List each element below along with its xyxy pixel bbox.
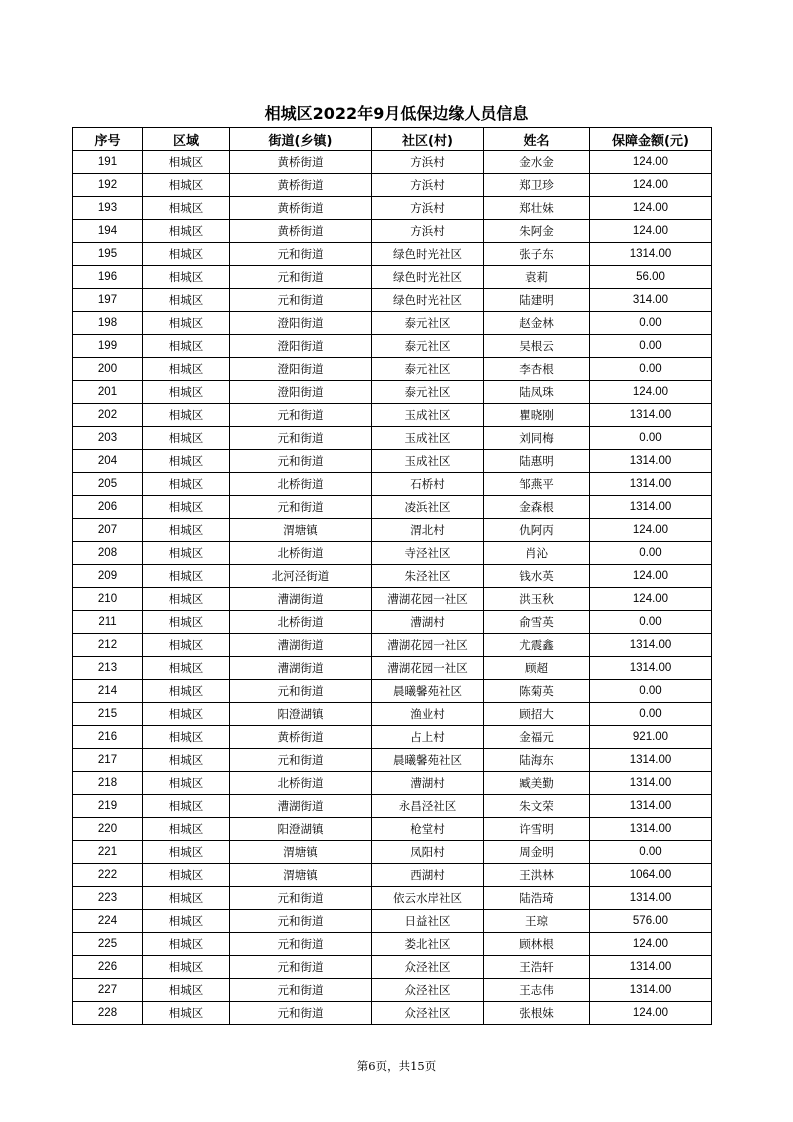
cell-amount: 0.00 xyxy=(590,841,712,864)
cell-street: 黄桥街道 xyxy=(230,220,372,243)
cell-amount: 1314.00 xyxy=(590,887,712,910)
cell-community: 占上村 xyxy=(372,726,484,749)
cell-name: 陈菊英 xyxy=(484,680,590,703)
cell-community: 泰元社区 xyxy=(372,312,484,335)
cell-street: 漕湖街道 xyxy=(230,634,372,657)
cell-name: 顾超 xyxy=(484,657,590,680)
column-header-index: 序号 xyxy=(73,128,143,151)
cell-index: 201 xyxy=(73,381,143,404)
cell-community: 绿色时光社区 xyxy=(372,266,484,289)
table-row xyxy=(73,795,712,818)
table-row xyxy=(73,611,712,634)
cell-community: 朱泾社区 xyxy=(372,565,484,588)
table-row xyxy=(73,197,712,220)
cell-district: 相城区 xyxy=(143,565,230,588)
cell-community: 玉成社区 xyxy=(372,450,484,473)
cell-street: 北河泾街道 xyxy=(230,565,372,588)
cell-street: 北桥街道 xyxy=(230,473,372,496)
cell-name: 刘同梅 xyxy=(484,427,590,450)
cell-community: 漕湖村 xyxy=(372,611,484,634)
cell-amount: 124.00 xyxy=(590,1002,712,1025)
cell-name: 金森根 xyxy=(484,496,590,519)
cell-name: 俞雪英 xyxy=(484,611,590,634)
cell-district: 相城区 xyxy=(143,588,230,611)
cell-index: 202 xyxy=(73,404,143,427)
cell-name: 朱文荣 xyxy=(484,795,590,818)
cell-community: 漕湖花园一社区 xyxy=(372,634,484,657)
cell-district: 相城区 xyxy=(143,151,230,174)
cell-amount: 0.00 xyxy=(590,542,712,565)
cell-name: 陆建明 xyxy=(484,289,590,312)
cell-index: 213 xyxy=(73,657,143,680)
cell-district: 相城区 xyxy=(143,749,230,772)
cell-district: 相城区 xyxy=(143,358,230,381)
cell-amount: 0.00 xyxy=(590,703,712,726)
cell-amount: 0.00 xyxy=(590,611,712,634)
cell-street: 渭塘镇 xyxy=(230,864,372,887)
table-row xyxy=(73,818,712,841)
table-row xyxy=(73,703,712,726)
cell-index: 197 xyxy=(73,289,143,312)
cell-community: 漕湖村 xyxy=(372,772,484,795)
cell-index: 209 xyxy=(73,565,143,588)
column-header-name: 姓名 xyxy=(484,128,590,151)
cell-district: 相城区 xyxy=(143,910,230,933)
cell-name: 肖沁 xyxy=(484,542,590,565)
cell-index: 199 xyxy=(73,335,143,358)
cell-community: 方浜村 xyxy=(372,151,484,174)
cell-street: 澄阳街道 xyxy=(230,335,372,358)
table-row xyxy=(73,266,712,289)
cell-street: 元和街道 xyxy=(230,887,372,910)
cell-name: 王洪林 xyxy=(484,864,590,887)
table-row xyxy=(73,496,712,519)
cell-district: 相城区 xyxy=(143,772,230,795)
cell-community: 泰元社区 xyxy=(372,358,484,381)
table-row xyxy=(73,772,712,795)
cell-name: 陆凤珠 xyxy=(484,381,590,404)
cell-amount: 0.00 xyxy=(590,427,712,450)
cell-name: 王浩轩 xyxy=(484,956,590,979)
cell-district: 相城区 xyxy=(143,726,230,749)
table-row xyxy=(73,979,712,1002)
cell-name: 赵金林 xyxy=(484,312,590,335)
cell-district: 相城区 xyxy=(143,427,230,450)
cell-amount: 1314.00 xyxy=(590,243,712,266)
cell-index: 200 xyxy=(73,358,143,381)
cell-amount: 124.00 xyxy=(590,565,712,588)
cell-community: 漕湖花园一社区 xyxy=(372,588,484,611)
cell-amount: 124.00 xyxy=(590,519,712,542)
page-title: 相城区2022年9月低保边缘人员信息 xyxy=(264,104,529,123)
cell-district: 相城区 xyxy=(143,473,230,496)
cell-index: 211 xyxy=(73,611,143,634)
cell-index: 219 xyxy=(73,795,143,818)
page-footer: 第6页，共15页 xyxy=(356,1059,437,1073)
cell-community: 漕湖花园一社区 xyxy=(372,657,484,680)
cell-community: 方浜村 xyxy=(372,174,484,197)
table-row xyxy=(73,427,712,450)
cell-amount: 921.00 xyxy=(590,726,712,749)
cell-amount: 314.00 xyxy=(590,289,712,312)
cell-street: 澄阳街道 xyxy=(230,358,372,381)
cell-name: 陆海东 xyxy=(484,749,590,772)
cell-index: 206 xyxy=(73,496,143,519)
cell-name: 邹燕平 xyxy=(484,473,590,496)
cell-amount: 576.00 xyxy=(590,910,712,933)
cell-street: 阳澄湖镇 xyxy=(230,818,372,841)
cell-street: 澄阳街道 xyxy=(230,312,372,335)
cell-name: 顾林根 xyxy=(484,933,590,956)
table-row xyxy=(73,864,712,887)
cell-name: 吴根云 xyxy=(484,335,590,358)
cell-name: 金福元 xyxy=(484,726,590,749)
cell-community: 渔业村 xyxy=(372,703,484,726)
cell-district: 相城区 xyxy=(143,634,230,657)
table-row xyxy=(73,335,712,358)
cell-street: 元和街道 xyxy=(230,243,372,266)
cell-index: 216 xyxy=(73,726,143,749)
cell-street: 元和街道 xyxy=(230,289,372,312)
cell-street: 元和街道 xyxy=(230,404,372,427)
table-row xyxy=(73,910,712,933)
cell-index: 215 xyxy=(73,703,143,726)
roster-table xyxy=(72,127,712,1025)
cell-district: 相城区 xyxy=(143,404,230,427)
cell-amount: 1314.00 xyxy=(590,749,712,772)
cell-index: 196 xyxy=(73,266,143,289)
column-header-district: 区域 xyxy=(143,128,230,151)
table-row xyxy=(73,657,712,680)
cell-street: 漕湖街道 xyxy=(230,588,372,611)
cell-index: 203 xyxy=(73,427,143,450)
cell-amount: 1314.00 xyxy=(590,956,712,979)
cell-district: 相城区 xyxy=(143,496,230,519)
cell-district: 相城区 xyxy=(143,289,230,312)
cell-district: 相城区 xyxy=(143,450,230,473)
cell-community: 绿色时光社区 xyxy=(372,243,484,266)
cell-amount: 0.00 xyxy=(590,335,712,358)
cell-community: 凤阳村 xyxy=(372,841,484,864)
cell-district: 相城区 xyxy=(143,841,230,864)
cell-amount: 1064.00 xyxy=(590,864,712,887)
cell-community: 娄北社区 xyxy=(372,933,484,956)
table-row xyxy=(73,565,712,588)
cell-amount: 124.00 xyxy=(590,588,712,611)
table-row xyxy=(73,404,712,427)
cell-index: 218 xyxy=(73,772,143,795)
cell-name: 张根妹 xyxy=(484,1002,590,1025)
cell-name: 陆浩琦 xyxy=(484,887,590,910)
cell-street: 元和街道 xyxy=(230,450,372,473)
cell-name: 许雪明 xyxy=(484,818,590,841)
cell-amount: 1314.00 xyxy=(590,818,712,841)
cell-community: 玉成社区 xyxy=(372,427,484,450)
table-row xyxy=(73,220,712,243)
table-row xyxy=(73,542,712,565)
cell-amount: 1314.00 xyxy=(590,634,712,657)
cell-name: 顾招大 xyxy=(484,703,590,726)
cell-index: 198 xyxy=(73,312,143,335)
cell-name: 王琼 xyxy=(484,910,590,933)
table-row xyxy=(73,450,712,473)
cell-index: 191 xyxy=(73,151,143,174)
cell-index: 214 xyxy=(73,680,143,703)
cell-name: 郑卫珍 xyxy=(484,174,590,197)
cell-community: 玉成社区 xyxy=(372,404,484,427)
cell-name: 袁莉 xyxy=(484,266,590,289)
cell-index: 220 xyxy=(73,818,143,841)
cell-amount: 56.00 xyxy=(590,266,712,289)
cell-district: 相城区 xyxy=(143,680,230,703)
cell-street: 阳澄湖镇 xyxy=(230,703,372,726)
cell-community: 石桥村 xyxy=(372,473,484,496)
cell-district: 相城区 xyxy=(143,335,230,358)
cell-amount: 1314.00 xyxy=(590,496,712,519)
column-header-community: 社区(村) xyxy=(372,128,484,151)
cell-name: 臧美勤 xyxy=(484,772,590,795)
table-row xyxy=(73,1002,712,1025)
table-row xyxy=(73,174,712,197)
table-row xyxy=(73,634,712,657)
cell-district: 相城区 xyxy=(143,243,230,266)
cell-community: 寺泾社区 xyxy=(372,542,484,565)
table-row xyxy=(73,289,712,312)
column-header-street: 街道(乡镇) xyxy=(230,128,372,151)
cell-amount: 0.00 xyxy=(590,680,712,703)
cell-district: 相城区 xyxy=(143,657,230,680)
cell-index: 207 xyxy=(73,519,143,542)
cell-community: 渭北村 xyxy=(372,519,484,542)
cell-street: 元和街道 xyxy=(230,910,372,933)
cell-street: 北桥街道 xyxy=(230,772,372,795)
table-row xyxy=(73,312,712,335)
table-row xyxy=(73,749,712,772)
cell-amount: 1314.00 xyxy=(590,473,712,496)
cell-street: 黄桥街道 xyxy=(230,174,372,197)
table-row xyxy=(73,358,712,381)
cell-index: 222 xyxy=(73,864,143,887)
table-row xyxy=(73,841,712,864)
cell-street: 元和街道 xyxy=(230,496,372,519)
cell-district: 相城区 xyxy=(143,1002,230,1025)
cell-community: 西湖村 xyxy=(372,864,484,887)
cell-amount: 124.00 xyxy=(590,220,712,243)
cell-street: 北桥街道 xyxy=(230,542,372,565)
roster-body xyxy=(73,151,712,1025)
cell-community: 方浜村 xyxy=(372,197,484,220)
cell-street: 渭塘镇 xyxy=(230,519,372,542)
cell-amount: 1314.00 xyxy=(590,795,712,818)
cell-street: 黄桥街道 xyxy=(230,726,372,749)
cell-community: 日益社区 xyxy=(372,910,484,933)
cell-street: 元和街道 xyxy=(230,266,372,289)
cell-community: 众泾社区 xyxy=(372,956,484,979)
cell-index: 224 xyxy=(73,910,143,933)
cell-street: 渭塘镇 xyxy=(230,841,372,864)
table-row xyxy=(73,243,712,266)
cell-district: 相城区 xyxy=(143,381,230,404)
cell-index: 194 xyxy=(73,220,143,243)
cell-district: 相城区 xyxy=(143,979,230,1002)
cell-district: 相城区 xyxy=(143,703,230,726)
cell-index: 226 xyxy=(73,956,143,979)
cell-district: 相城区 xyxy=(143,220,230,243)
cell-district: 相城区 xyxy=(143,611,230,634)
cell-amount: 124.00 xyxy=(590,197,712,220)
cell-district: 相城区 xyxy=(143,956,230,979)
table-row xyxy=(73,680,712,703)
cell-community: 众泾社区 xyxy=(372,1002,484,1025)
cell-index: 193 xyxy=(73,197,143,220)
cell-amount: 0.00 xyxy=(590,358,712,381)
cell-index: 210 xyxy=(73,588,143,611)
cell-name: 李杏根 xyxy=(484,358,590,381)
cell-name: 尤震鑫 xyxy=(484,634,590,657)
table-row xyxy=(73,381,712,404)
cell-index: 205 xyxy=(73,473,143,496)
column-header-amount: 保障金额(元) xyxy=(590,128,712,151)
header-row xyxy=(73,128,712,151)
cell-street: 元和街道 xyxy=(230,1002,372,1025)
cell-amount: 1314.00 xyxy=(590,979,712,1002)
cell-street: 漕湖街道 xyxy=(230,795,372,818)
cell-index: 195 xyxy=(73,243,143,266)
cell-street: 黄桥街道 xyxy=(230,151,372,174)
cell-street: 元和街道 xyxy=(230,680,372,703)
cell-street: 黄桥街道 xyxy=(230,197,372,220)
cell-district: 相城区 xyxy=(143,519,230,542)
cell-community: 依云水岸社区 xyxy=(372,887,484,910)
cell-district: 相城区 xyxy=(143,933,230,956)
cell-district: 相城区 xyxy=(143,197,230,220)
cell-district: 相城区 xyxy=(143,864,230,887)
cell-street: 澄阳街道 xyxy=(230,381,372,404)
cell-amount: 1314.00 xyxy=(590,772,712,795)
cell-amount: 0.00 xyxy=(590,312,712,335)
cell-amount: 124.00 xyxy=(590,174,712,197)
cell-name: 钱水英 xyxy=(484,565,590,588)
table-row xyxy=(73,956,712,979)
cell-district: 相城区 xyxy=(143,312,230,335)
cell-community: 泰元社区 xyxy=(372,381,484,404)
cell-amount: 1314.00 xyxy=(590,450,712,473)
cell-district: 相城区 xyxy=(143,542,230,565)
cell-name: 郑壮妹 xyxy=(484,197,590,220)
cell-community: 方浜村 xyxy=(372,220,484,243)
cell-name: 瞿晓刚 xyxy=(484,404,590,427)
cell-index: 204 xyxy=(73,450,143,473)
cell-district: 相城区 xyxy=(143,795,230,818)
cell-name: 王志伟 xyxy=(484,979,590,1002)
cell-name: 朱阿金 xyxy=(484,220,590,243)
table-row xyxy=(73,473,712,496)
cell-street: 北桥街道 xyxy=(230,611,372,634)
cell-community: 枪堂村 xyxy=(372,818,484,841)
cell-name: 洪玉秋 xyxy=(484,588,590,611)
cell-community: 泰元社区 xyxy=(372,335,484,358)
cell-district: 相城区 xyxy=(143,266,230,289)
cell-community: 众泾社区 xyxy=(372,979,484,1002)
cell-name: 陆惠明 xyxy=(484,450,590,473)
cell-street: 元和街道 xyxy=(230,427,372,450)
cell-index: 212 xyxy=(73,634,143,657)
cell-community: 晨曦馨苑社区 xyxy=(372,749,484,772)
cell-district: 相城区 xyxy=(143,174,230,197)
cell-index: 192 xyxy=(73,174,143,197)
cell-name: 张子东 xyxy=(484,243,590,266)
cell-community: 绿色时光社区 xyxy=(372,289,484,312)
cell-street: 元和街道 xyxy=(230,749,372,772)
cell-index: 227 xyxy=(73,979,143,1002)
cell-district: 相城区 xyxy=(143,887,230,910)
cell-name: 金水金 xyxy=(484,151,590,174)
cell-street: 元和街道 xyxy=(230,956,372,979)
cell-index: 228 xyxy=(73,1002,143,1025)
cell-index: 221 xyxy=(73,841,143,864)
cell-amount: 124.00 xyxy=(590,151,712,174)
table-row xyxy=(73,588,712,611)
table-row xyxy=(73,726,712,749)
cell-amount: 1314.00 xyxy=(590,404,712,427)
cell-street: 元和街道 xyxy=(230,979,372,1002)
cell-amount: 124.00 xyxy=(590,933,712,956)
cell-community: 晨曦馨苑社区 xyxy=(372,680,484,703)
table-row xyxy=(73,887,712,910)
cell-street: 元和街道 xyxy=(230,933,372,956)
cell-amount: 124.00 xyxy=(590,381,712,404)
cell-index: 223 xyxy=(73,887,143,910)
cell-index: 225 xyxy=(73,933,143,956)
cell-index: 217 xyxy=(73,749,143,772)
cell-index: 208 xyxy=(73,542,143,565)
cell-community: 永昌泾社区 xyxy=(372,795,484,818)
table-row xyxy=(73,933,712,956)
table-row xyxy=(73,519,712,542)
cell-name: 仇阿丙 xyxy=(484,519,590,542)
cell-street: 漕湖街道 xyxy=(230,657,372,680)
cell-district: 相城区 xyxy=(143,818,230,841)
table-row xyxy=(73,151,712,174)
cell-name: 周金明 xyxy=(484,841,590,864)
cell-community: 凌浜社区 xyxy=(372,496,484,519)
cell-amount: 1314.00 xyxy=(590,657,712,680)
